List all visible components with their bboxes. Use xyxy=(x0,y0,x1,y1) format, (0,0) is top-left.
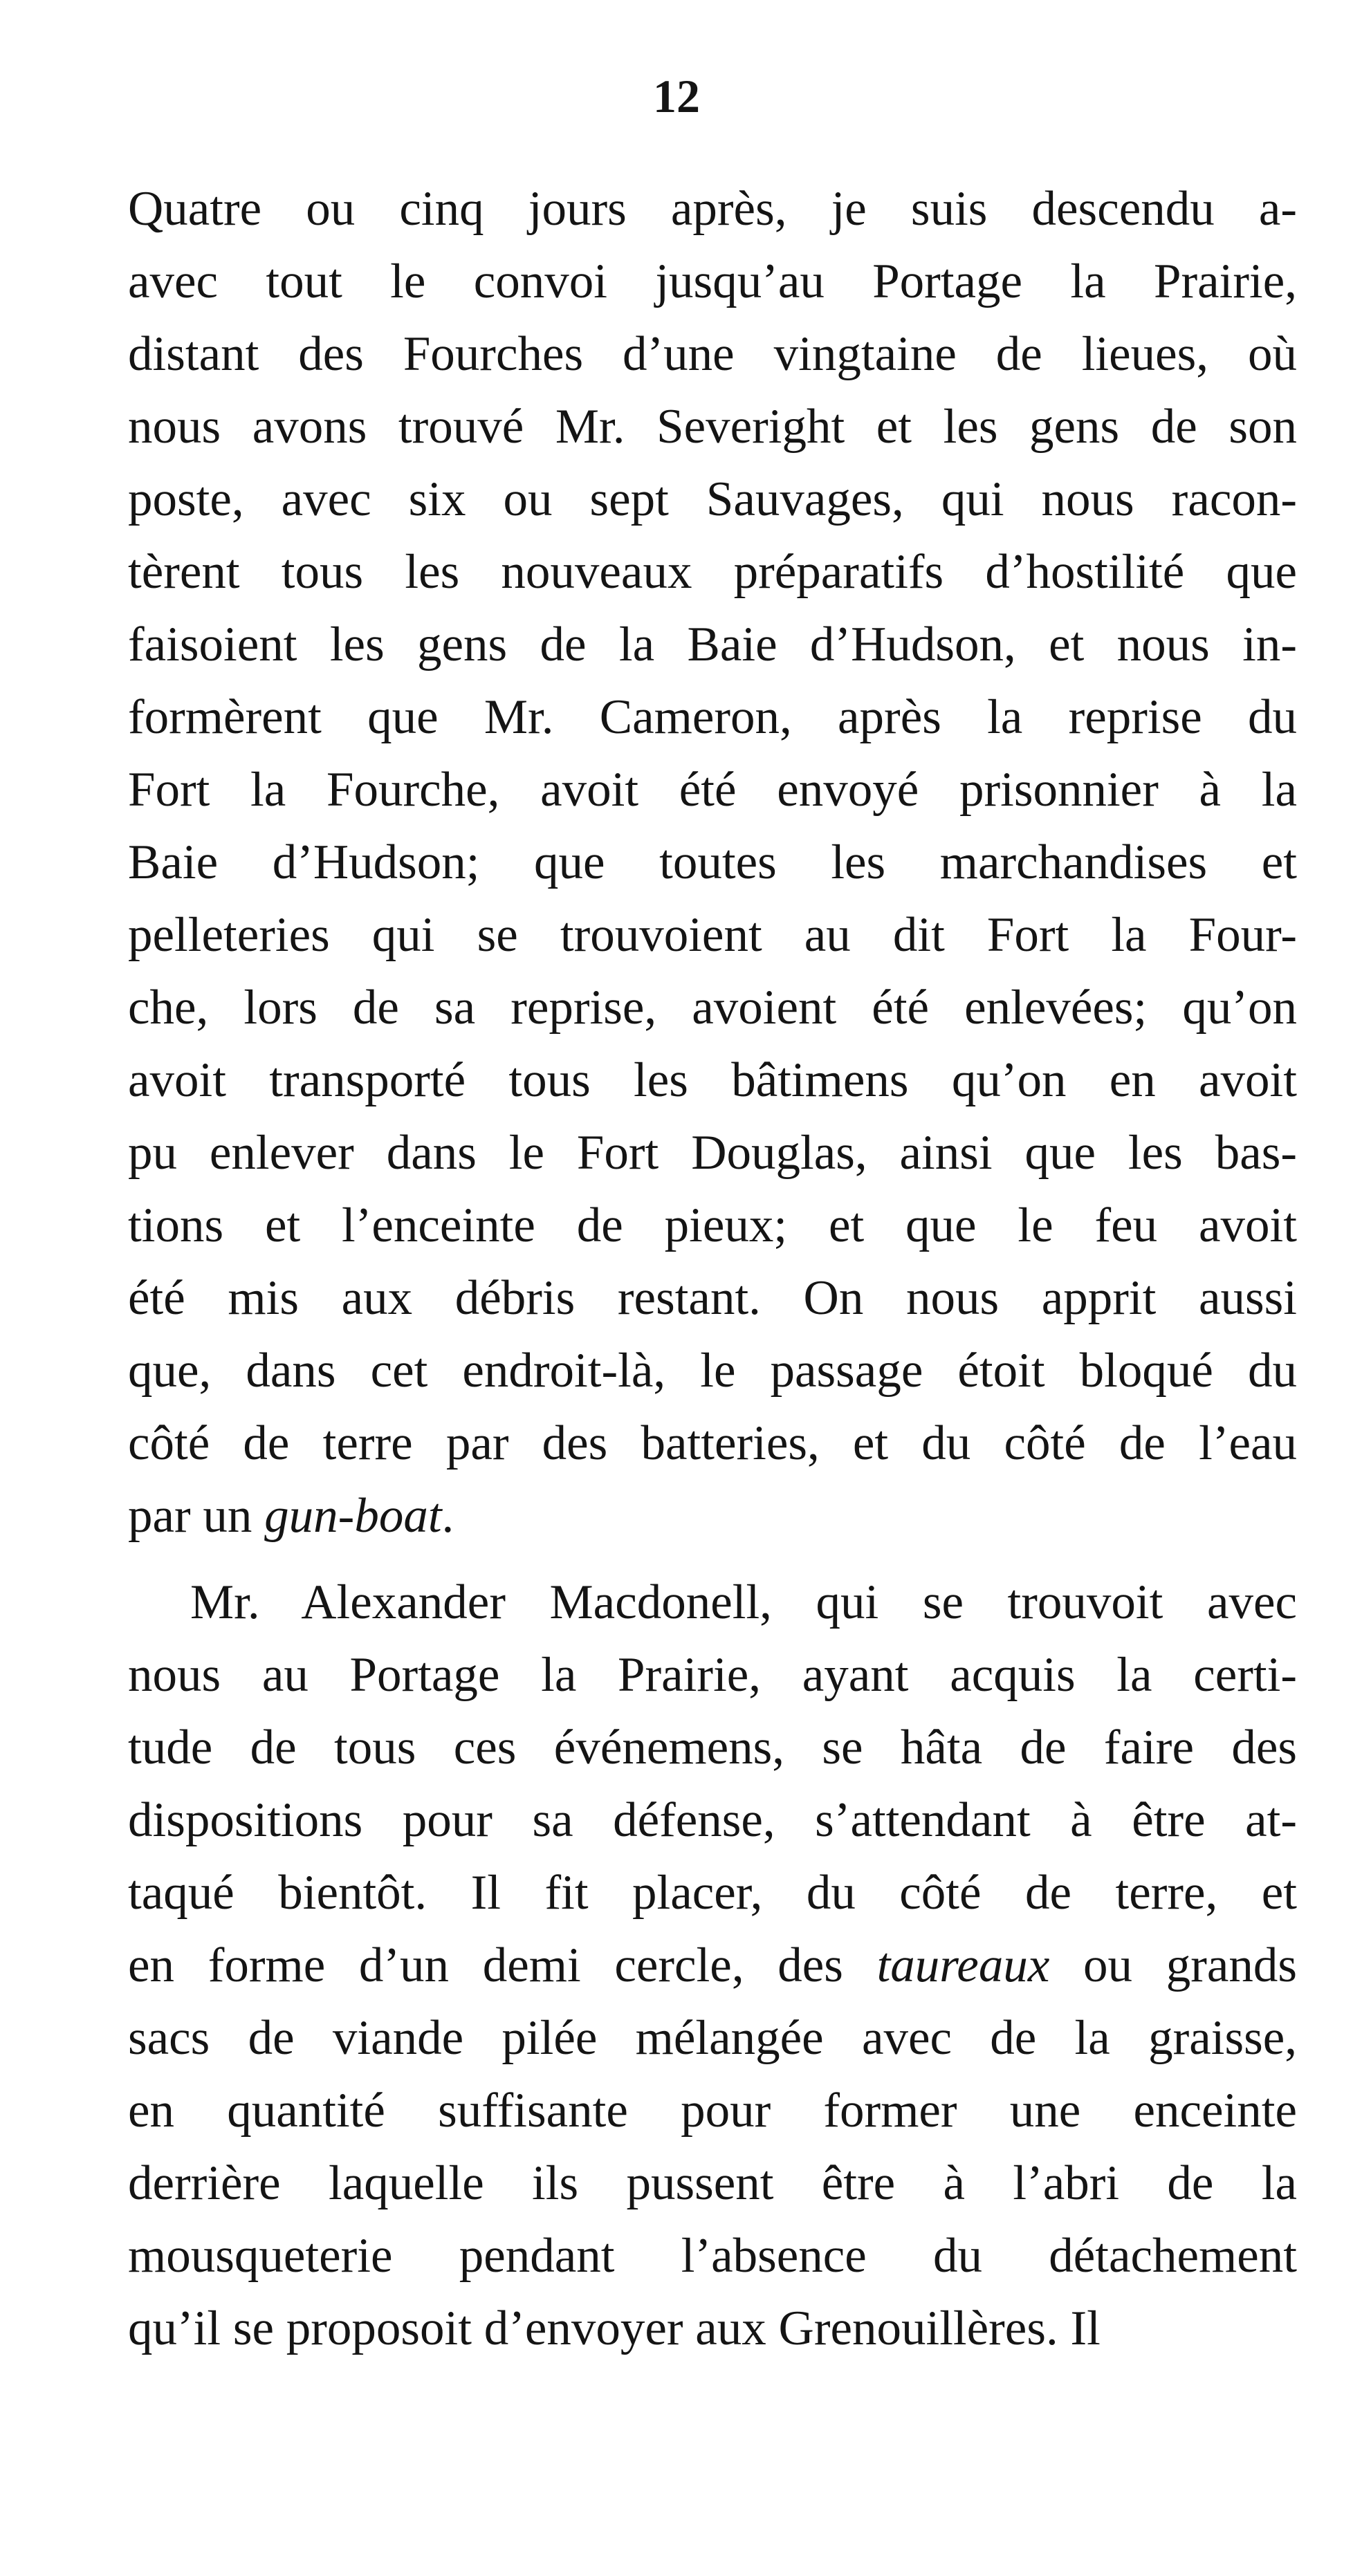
text-span: faisoient les gens de la Baie d’Hudson, et nous in- xyxy=(128,618,1297,671)
body-text xyxy=(128,173,1297,2365)
text-span: formèrent que Mr. Cameron, après la reprise du xyxy=(128,690,1297,744)
text-line xyxy=(128,318,1297,391)
text-span: nous avons trouvé Mr. Severight et les gens de son xyxy=(128,400,1297,454)
text-line xyxy=(128,1335,1297,1407)
paragraph xyxy=(128,173,1297,1553)
text-line xyxy=(128,1712,1297,1784)
text-line xyxy=(128,173,1297,245)
text-line xyxy=(128,1566,1297,1639)
text-line xyxy=(128,899,1297,972)
text-span: Mr. Alexander Macdonell, qui se trouvoit avec xyxy=(190,1575,1297,1629)
italic-text: taureaux xyxy=(876,1938,1050,1992)
text-span: pu enlever dans le Fort Douglas, ainsi que les bas- xyxy=(128,1126,1297,1180)
text-line xyxy=(128,2220,1297,2292)
text-line xyxy=(128,2075,1297,2147)
text-line xyxy=(128,1929,1297,2002)
text-span: tude de tous ces événemens, se hâta de faire des xyxy=(128,1721,1297,1775)
text-span: tions et l’enceinte de pieux; et que le feu avoit xyxy=(128,1198,1297,1252)
text-span: nous au Portage la Prairie, ayant acquis la certi- xyxy=(128,1648,1297,1702)
text-line xyxy=(128,754,1297,826)
text-line xyxy=(128,972,1297,1044)
text-span: avoit transporté tous les bâtimens qu’on en avoit xyxy=(128,1053,1297,1107)
text-line xyxy=(128,2147,1297,2220)
text-line xyxy=(128,1262,1297,1335)
text-line xyxy=(128,536,1297,609)
text-span: qu’il se proposoit d’envoyer aux Grenouillères. Il xyxy=(128,2301,1101,2355)
text-line xyxy=(128,1639,1297,1712)
text-span: dispositions pour sa défense, s’attendant à être at- xyxy=(128,1793,1297,1847)
text-line xyxy=(128,1044,1297,1117)
text-span: distant des Fourches d’une vingtaine de lieues, où xyxy=(128,327,1297,381)
text-line xyxy=(128,826,1297,899)
text-line xyxy=(128,2292,1297,2365)
text-span: . xyxy=(441,1489,454,1543)
text-line xyxy=(128,681,1297,754)
text-span: par un xyxy=(128,1489,265,1543)
text-line xyxy=(128,609,1297,681)
text-line xyxy=(128,463,1297,536)
text-span: que, dans cet endroit-là, le passage étoit bloqué du xyxy=(128,1344,1297,1398)
text-span: derrière laquelle ils pussent être à l’abri de la xyxy=(128,2156,1297,2210)
text-line xyxy=(128,1857,1297,1929)
text-span: été mis aux débris restant. On nous apprit aussi xyxy=(128,1271,1297,1325)
text-line xyxy=(128,1189,1297,1262)
text-span: tèrent tous les nouveaux préparatifs d’hostilité que xyxy=(128,545,1297,599)
italic-text: gun-boat xyxy=(264,1489,442,1543)
text-line xyxy=(128,1480,1297,1553)
text-span: ou grands xyxy=(1049,1938,1297,1992)
text-line xyxy=(128,1117,1297,1189)
text-span: pelleteries qui se trouvoient au dit Fort la Four- xyxy=(128,908,1297,962)
text-span: taqué bientôt. Il fit placer, du côté de terre, et xyxy=(128,1866,1297,1920)
page-number: 12 xyxy=(653,70,700,122)
text-line xyxy=(128,245,1297,318)
text-span: Fort la Fourche, avoit été envoyé prisonnier à la xyxy=(128,763,1297,817)
text-span: en quantité suffisante pour former une enceinte xyxy=(128,2084,1297,2138)
text-span: Baie d’Hudson; que toutes les marchandises et xyxy=(128,835,1297,889)
text-line xyxy=(128,2002,1297,2075)
text-line xyxy=(128,1407,1297,1480)
text-span: avec tout le convoi jusqu’au Portage la Prairie, xyxy=(128,254,1297,308)
text-span: che, lors de sa reprise, avoient été enlevées; qu’on xyxy=(128,981,1297,1035)
paragraph xyxy=(128,1566,1297,2365)
text-line xyxy=(128,391,1297,463)
text-span: côté de terre par des batteries, et du côté de l’eau xyxy=(128,1416,1297,1470)
text-line xyxy=(128,1784,1297,1857)
text-span: mousqueterie pendant l’absence du détachement xyxy=(128,2229,1297,2283)
text-span: en forme d’un demi cercle, des xyxy=(128,1938,877,1992)
text-span: Quatre ou cinq jours après, je suis descendu a- xyxy=(128,182,1297,236)
text-span: poste, avec six ou sept Sauvages, qui nous racon- xyxy=(128,472,1297,526)
text-span: sacs de viande pilée mélangée avec de la graisse, xyxy=(128,2011,1297,2065)
